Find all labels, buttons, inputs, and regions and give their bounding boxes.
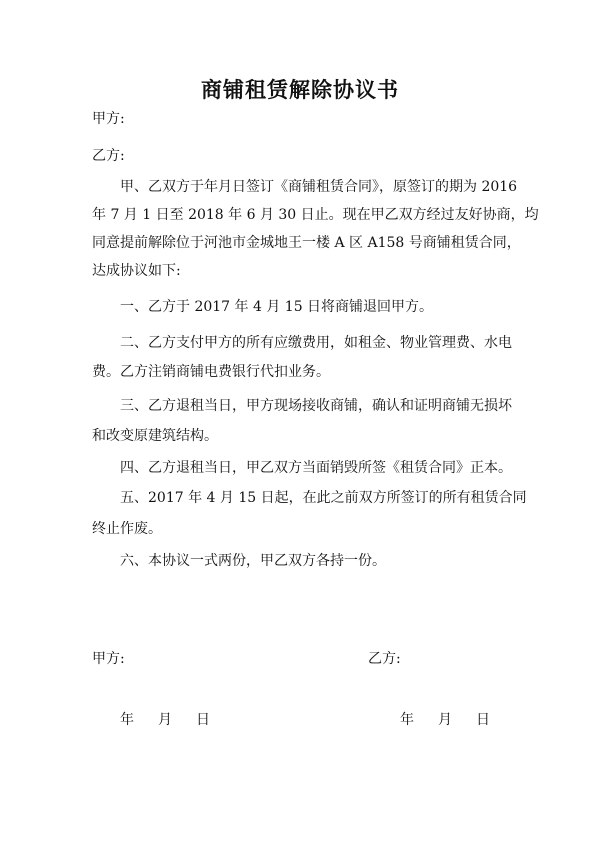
clause-2-line-1: 二、乙方支付甲方的所有应缴费用，如租金、物业管理费、水电: [120, 335, 512, 351]
signature-party-a-label: 甲方:: [92, 651, 125, 667]
clause-5-line-2: 终止作废。: [92, 521, 162, 537]
date-month-b: 月: [438, 712, 452, 728]
clause-3-line-1: 三、乙方退租当日，甲方现场接收商铺，确认和证明商铺无损坏: [120, 398, 512, 414]
clause-5-line-1: 五、2017 年 4 月 15 日起，在此之前双方所签订的所有租赁合同: [120, 490, 527, 506]
date-year-b: 年: [400, 712, 414, 728]
date-month-a: 月: [158, 712, 172, 728]
intro-line-3: 同意提前解除位于河池市金城地王一楼 A 区 A158 号商铺租赁合同，: [92, 235, 521, 251]
date-year-a: 年: [120, 712, 134, 728]
date-day-b: 日: [476, 712, 490, 728]
signature-date-party-b: [400, 710, 490, 730]
signature-date-party-a: [120, 710, 210, 730]
clause-3-line-2: 和改变原建筑结构。: [92, 428, 218, 444]
clause-2-line-2: 费。乙方注销商铺电费银行代扣业务。: [92, 364, 330, 380]
party-b-label: 乙方:: [92, 148, 125, 164]
clause-1-line-1: 一、乙方于 2017 年 4 月 15 日将商铺退回甲方。: [120, 299, 434, 315]
intro-line-1: 甲、乙双方于年月日签订《商铺租赁合同》，原签订的期为 2016: [120, 179, 518, 195]
clause-4-line-1: 四、乙方退租当日，甲乙双方当面销毁所签《租赁合同》正本。: [120, 460, 512, 476]
intro-line-2: 年 7 月 1 日至 2018 年 6 月 30 日止。现在甲乙双方经过友好协商，均: [92, 207, 539, 223]
clause-6-line-1: 六、本协议一式两份，甲乙双方各持一份。: [120, 553, 386, 569]
document-title: 商铺租赁解除协议书: [201, 77, 399, 102]
signature-party-b-label: 乙方:: [368, 651, 401, 667]
party-a-label: 甲方:: [92, 111, 125, 127]
intro-line-4: 达成协议如下:: [92, 263, 181, 279]
date-day-a: 日: [196, 712, 210, 728]
